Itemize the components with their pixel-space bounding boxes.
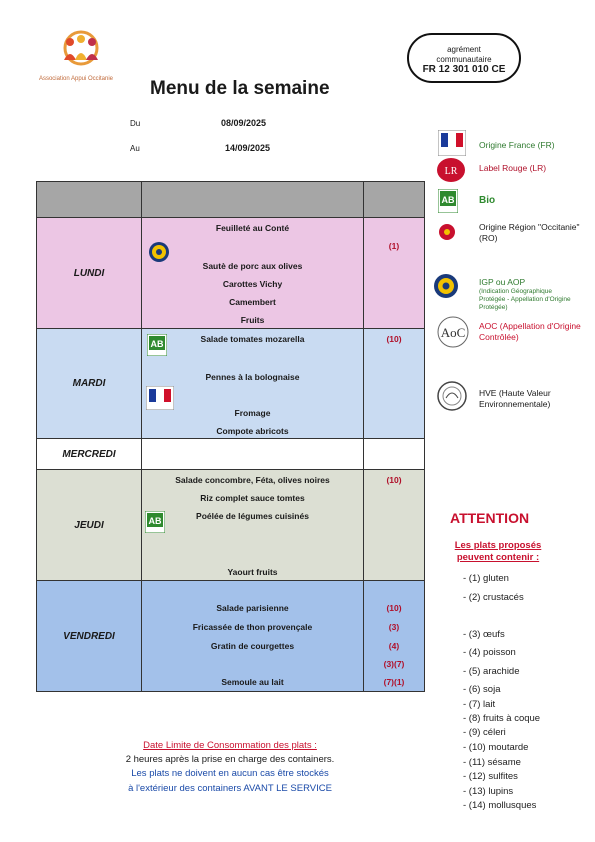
allergen-item: - (9) céleri: [463, 727, 506, 738]
svg-text:AB: AB: [150, 339, 164, 349]
table-row: [37, 218, 425, 329]
legend-aoc: AOC (Appellation d'Origine Contrôlée): [479, 321, 581, 342]
ab-bio-icon: [438, 189, 458, 213]
attention-title: ATTENTION: [450, 510, 530, 526]
legend-igp-aop: IGP ou AOP: [479, 277, 526, 287]
agrement-number: FR 12 301 010 CE: [422, 64, 506, 75]
table-row: [37, 581, 425, 692]
allergen-item: - (8) fruits à coque: [463, 713, 541, 724]
dish: Gratin de courgettes: [210, 641, 295, 651]
day-label: LUNDI: [37, 218, 142, 329]
allergen-ref: (10): [386, 603, 402, 613]
attention-subtitle-2: peuvent contenir :: [456, 552, 540, 563]
aoc-icon: [436, 315, 470, 349]
allergens-cell: [364, 581, 425, 692]
dish: Fruits: [240, 315, 265, 325]
hve-icon: [436, 380, 468, 412]
attention-subtitle-1: Les plats proposés: [454, 540, 542, 551]
storage-warning-2: à l'extérieur des containers AVANT LE SERVICE: [128, 783, 332, 794]
allergen-item: - (2) crustacés: [463, 592, 524, 603]
day-label: VENDREDI: [37, 581, 142, 692]
dish: Pennes à la bolognaise: [205, 372, 300, 382]
dishes-cell: [142, 218, 364, 329]
svg-text:AB: AB: [148, 516, 162, 526]
dish: Compote abricots: [216, 426, 289, 436]
header-cell-allergens: [364, 182, 425, 218]
dlc-text: 2 heures après la prise en charge des containers.: [125, 754, 335, 765]
dish: Carottes Vichy: [222, 279, 283, 289]
header-cell-dishes: [142, 182, 364, 218]
dish: Fricassée de thon provençale: [192, 622, 313, 632]
table-row: [37, 329, 425, 439]
allergen-item: - (14) mollusques: [463, 800, 537, 811]
day-label: MARDI: [37, 329, 142, 439]
france-flag-icon: [438, 130, 466, 156]
allergen-ref: (3): [388, 622, 400, 632]
legend-origine-france: Origine France (FR): [479, 140, 555, 150]
svg-text:AB: AB: [441, 195, 455, 205]
allergen-item: - (5) arachide: [463, 666, 520, 677]
dishes-cell: [142, 329, 364, 439]
au-label: Au: [130, 144, 140, 153]
allergen-ref: (1): [388, 241, 400, 251]
dish: Sautè de porc aux olives: [202, 261, 303, 271]
allergen-item: - (6) soja: [463, 684, 501, 695]
dishes-cell: [142, 470, 364, 581]
du-label: Du: [130, 119, 141, 128]
ab-bio-icon: [147, 334, 167, 356]
dish: Salade parisienne: [216, 603, 289, 613]
header-cell-day: [37, 182, 142, 218]
allergen-item: - (12) sulfites: [463, 771, 518, 782]
au-date: 14/09/2025: [225, 143, 271, 153]
allergen-item: - (4) poisson: [463, 647, 516, 658]
dish: Salade tomates mozarella: [200, 334, 305, 344]
allergen-item: - (11) sésame: [463, 757, 521, 768]
dishes-cell: [142, 581, 364, 692]
logo-text: Association Appui Occitanie: [38, 76, 114, 82]
allergens-cell: [364, 329, 425, 439]
dish: Poélée de légumes cuisinés: [196, 511, 309, 521]
association-logo: [50, 28, 112, 98]
legend-bio: Bio: [479, 195, 496, 206]
dish: Camembert: [229, 297, 276, 307]
svg-text:AoC: AoC: [440, 325, 466, 340]
dish: Yaourt fruits: [227, 567, 278, 577]
allergens-cell: [364, 439, 425, 470]
occitanie-icon: [438, 222, 456, 242]
agrement-line1: agrément: [447, 45, 481, 54]
dish: Riz complet sauce tomtes: [200, 493, 305, 503]
allergen-item: - (10) moutarde: [463, 742, 529, 753]
legend-occitanie: Origine Région "Occitanie" (RO): [479, 222, 580, 243]
label-rouge-icon: [436, 157, 466, 183]
day-label: MERCREDI: [37, 439, 142, 470]
page-title: Menu de la semaine: [150, 78, 330, 99]
table-row: [37, 470, 425, 581]
dlc-title: Date Limite de Consommation des plats :: [143, 740, 317, 751]
agrement-line2: communautaire: [436, 55, 492, 64]
table-header-row: [37, 182, 425, 218]
allergens-cell: [364, 470, 425, 581]
svg-text:LR: LR: [444, 166, 458, 177]
allergen-ref: (4): [388, 641, 400, 651]
france-flag-icon: [146, 386, 174, 410]
agrement-badge: [407, 33, 521, 83]
allergens-cell: [364, 218, 425, 329]
du-date: 08/09/2025: [221, 118, 267, 128]
allergen-ref: (3)(7): [383, 659, 405, 669]
allergen-ref: (10): [386, 475, 402, 485]
table-row: [37, 439, 425, 470]
dish: Fromage: [234, 408, 271, 418]
allergen-item: - (3) œufs: [463, 629, 505, 640]
allergen-ref: (7)(1): [383, 677, 405, 687]
dish: Salade concombre, Féta, olives noires: [175, 475, 330, 485]
allergen-item: - (1) gluten: [463, 573, 509, 584]
legend-label-rouge: Label Rouge (LR): [479, 163, 547, 173]
allergen-ref: (10): [386, 334, 402, 344]
attention-subtitle: [438, 540, 558, 564]
ab-bio-icon: [145, 511, 165, 533]
menu-table: [36, 181, 425, 692]
dishes-cell: [142, 439, 364, 470]
allergen-item: - (13) lupins: [463, 786, 514, 797]
igp-aop-icon: [148, 241, 170, 263]
allergen-item: - (7) lait: [463, 699, 496, 710]
day-label: JEUDI: [37, 470, 142, 581]
igp-aop-icon: [433, 273, 459, 299]
dish: Semoule au lait: [221, 677, 284, 687]
legend-igp-aop-sub: (Indication Géographique Protégée - Appellation d'Origine Protégée): [479, 288, 571, 311]
legend-hve: HVE (Haute Valeur Environnementale): [479, 388, 551, 409]
dish: Feuilleté au Conté: [215, 223, 290, 233]
storage-warning-1: Les plats ne doivent en aucun cas être stockés: [131, 768, 329, 779]
